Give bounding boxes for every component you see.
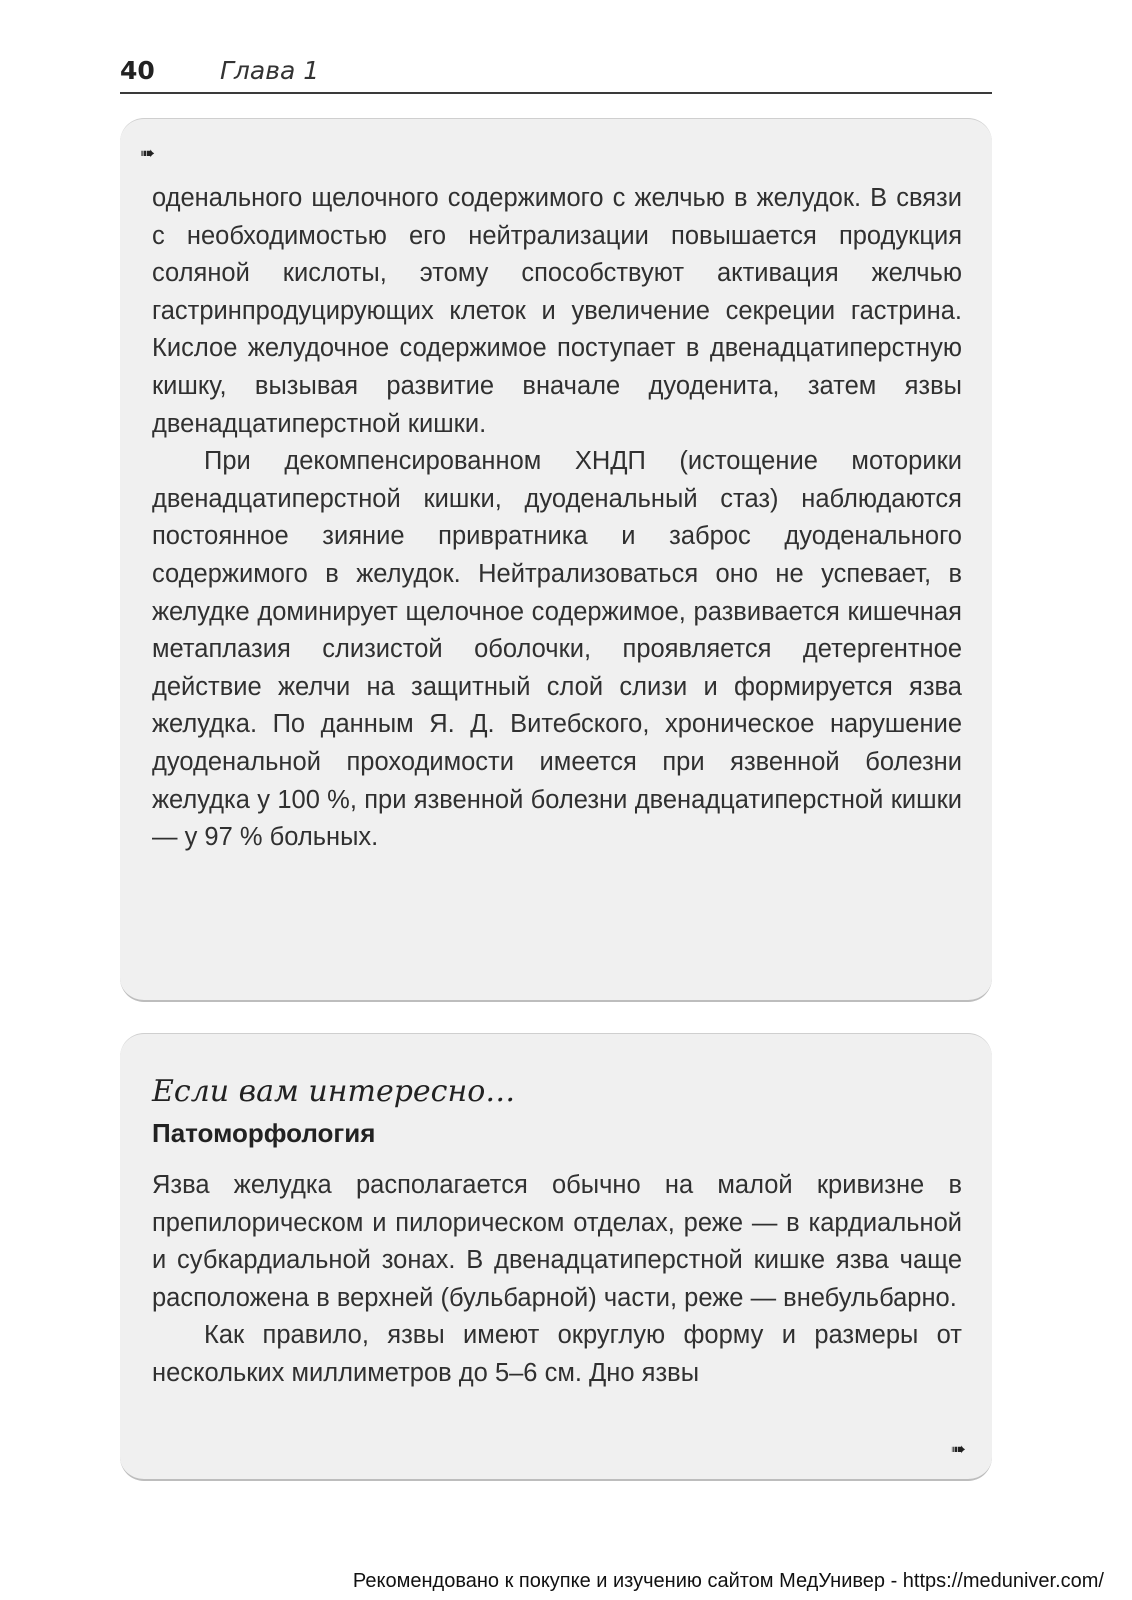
- continuation-arrow-icon: ➠: [140, 143, 156, 164]
- box-body-text: [152, 1167, 962, 1393]
- sidebar-title: Патоморфология: [152, 1118, 376, 1148]
- continuation-arrow-icon: ➠: [950, 1439, 966, 1460]
- chapter-title: Глава 1: [220, 56, 320, 85]
- footer-promo-text: Рекомендовано к покупке и изучению сайтом МедУнивер - https://meduniver.com/: [352, 1570, 1104, 1592]
- paragraph: При декомпенсированном ХНДП (истощение моторики двенадцатиперстной кишки, дуоденальный стаз) наблюдаются постоянное зияние привратника и заброс дуоденального содержимого в желудок. Нейтрализоваться оно не успевает, в желудке доминирует щелочное содержимое, развивается кишечная метаплазия слизистой оболочки, проявляется детергентное действие желчи на защитный слой слизи и формируется язва желудка. По данным Я. Д. Витебского, хроническое нарушение дуоденальной проходимости имеется при язвенной болезни желудка у 100 %, при язвенной болезни двенадцатиперстной кишки — у 97 % больных.: [152, 447, 962, 852]
- sidebar-box: [120, 1033, 992, 1481]
- box-body-text: [152, 180, 962, 857]
- paragraph: оденального щелочного содержимого с желчью в желудок. В связи с необходимостью его нейтрализации повышается продукция соляной кислоты, этому способствуют активация желчью гастринпродуцирующих клеток и увеличение секреции гастрина. Кислое желудочное содержимое поступает в двенадцатиперстную кишку, вызывая развитие вначале дуоденита, затем язвы двенадцатиперстной кишки.: [152, 184, 962, 438]
- continued-text-box: [120, 118, 992, 1002]
- page-header: [120, 52, 992, 94]
- paragraph: Язва желудка располагается обычно на малой кривизне в препилорическом и пилорическом отделах, реже — в кардиальной и субкардиальной зонах. В двенадцатиперстной кишке язва чаще расположена в верхней (бульбарной) части, реже — внебульбарно.: [152, 1171, 962, 1312]
- page-number: 40: [120, 56, 155, 85]
- interest-label: Если вам интересно…: [152, 1074, 516, 1109]
- paragraph: Как правило, язвы имеют округлую форму и размеры от нескольких миллиметров до 5–6 см. Дно язвы: [152, 1321, 962, 1387]
